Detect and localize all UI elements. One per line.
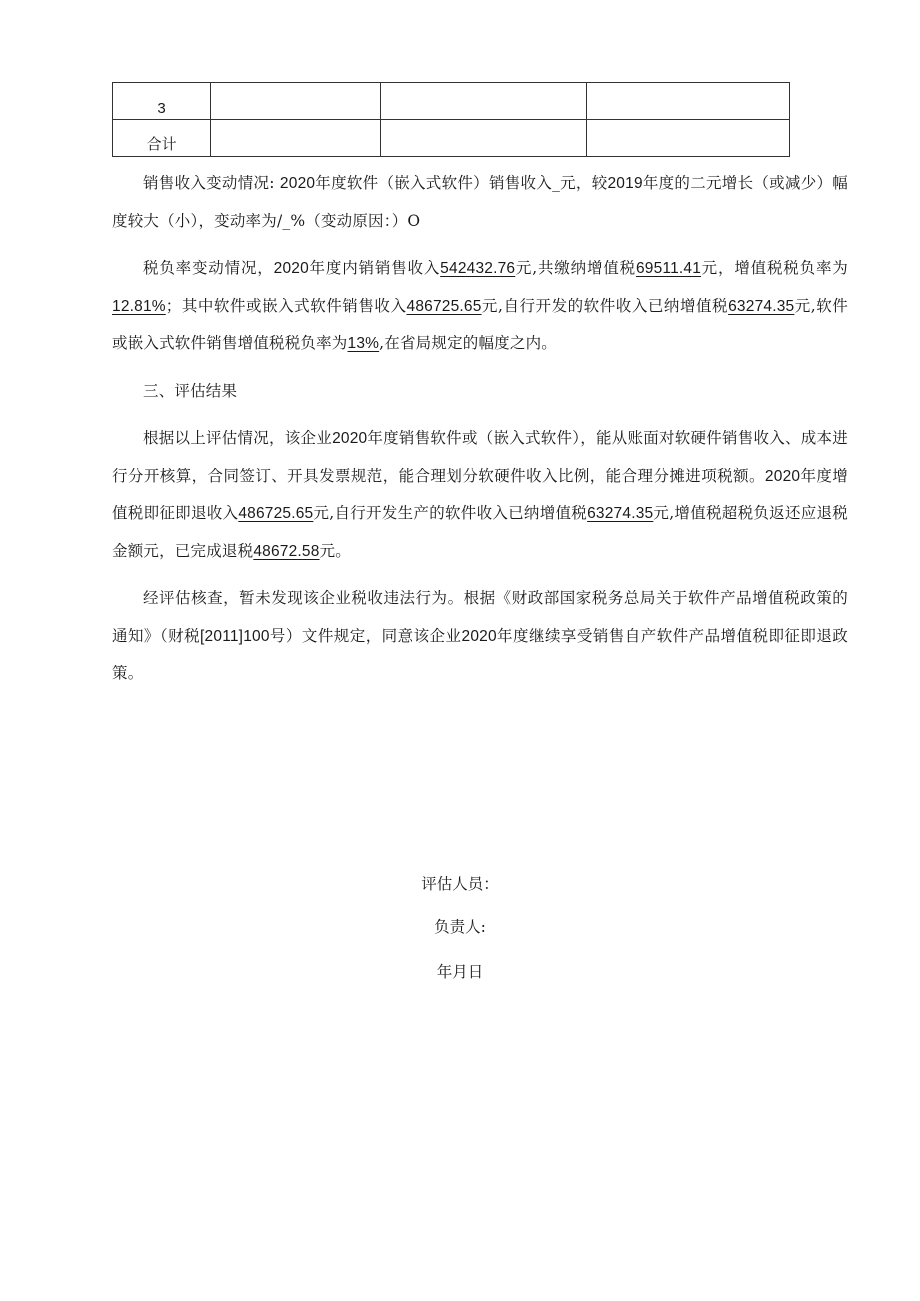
year-value: 2020 xyxy=(273,260,309,277)
section-heading-results: 三、评估结果 xyxy=(143,381,238,400)
sales-change-paragraph xyxy=(112,165,848,240)
text-run: 年度内销销售收入 xyxy=(308,259,441,277)
table-cell xyxy=(586,120,789,157)
vat-paid-value: 69511.41 xyxy=(635,260,702,277)
text-run: 元。 xyxy=(319,541,351,560)
refund-income-value: 486725.65 xyxy=(238,505,314,522)
paid-vat-value: 63274.35 xyxy=(587,505,654,522)
evaluators-signature-line: 评估人员： xyxy=(421,875,499,893)
text-run: 年度增值税即征即退收入 xyxy=(112,466,848,522)
refunded-value: 48672.58 xyxy=(253,542,320,560)
text-run: 年度的二元增长（或减少）幅度较大（小），变动率为/_%（变动原因：）O xyxy=(112,174,848,230)
text-run: 元,增值税超税负返还应退税金额元，已完成退税 xyxy=(112,504,849,560)
text-run: 税负率变动情况， xyxy=(143,259,274,277)
text-run: 元,软件或嵌入式软件销售增值税税负率为 xyxy=(112,296,848,352)
vat-rate-value: 12.81% xyxy=(112,297,166,315)
responsible-person-line: 负责人: xyxy=(434,918,486,936)
text-run: 根据以上评估情况，该企业 xyxy=(143,429,333,447)
year-value: 2020 xyxy=(279,175,316,192)
text-run: 元,共缴纳增值税 xyxy=(515,259,636,277)
table-cell xyxy=(211,120,381,157)
text-run: 年度销售软件或（嵌入式软件），能从账面对软硬件销售收入、成本进行分开核算，合同签订、开具发票规范，能合理划分软硬件收入比例，能合理分摊进项税额。 xyxy=(112,429,849,485)
software-rate-value: 13% xyxy=(347,335,380,352)
domestic-sales-value: 542432.76 xyxy=(440,260,516,277)
table-cell xyxy=(211,83,381,120)
text-run: 号）文件规定，同意该企业 xyxy=(269,626,462,645)
table-cell xyxy=(381,120,586,157)
summary-table xyxy=(112,82,790,157)
year-value: 2020 xyxy=(764,467,801,485)
table-row xyxy=(113,83,790,120)
table-cell xyxy=(586,83,789,120)
software-sales-value: 486725.65 xyxy=(406,297,482,315)
table-cell-row-label: 3 xyxy=(113,83,211,120)
text-run: ；其中软件或嵌入式软件销售收入 xyxy=(165,296,407,315)
year-value: 2020 xyxy=(461,627,497,645)
text-run: ,在省局规定的幅度之内。 xyxy=(379,334,557,352)
conclusion-paragraph xyxy=(112,580,848,693)
date-line: 年月日 xyxy=(436,963,484,981)
year-value: 2019 xyxy=(607,175,643,192)
text-run: 元,自行开发的软件收入已纳增值税 xyxy=(481,296,729,315)
table-cell-row-label: 合计 xyxy=(113,120,211,157)
tax-burden-paragraph xyxy=(112,250,848,363)
document-number: [2011]100 xyxy=(200,627,270,645)
text-run: 元,自行开发生产的软件收入已纳增值税 xyxy=(313,504,588,522)
software-vat-value: 63274.35 xyxy=(728,297,795,315)
year-value: 2020 xyxy=(332,430,368,447)
document-body xyxy=(112,165,848,693)
table-row-total xyxy=(113,120,790,157)
results-paragraph xyxy=(112,420,848,570)
text-run: 销售收入变动情况: xyxy=(143,174,280,192)
text-run: 年度软件（嵌入式软件）销售收入_元，较 xyxy=(315,174,608,192)
text-run: 经评估核查，暂未发现该企业税收违法行为。根据《财政部国家税务总局关于软件产品增值税政策的通知》（财税 xyxy=(112,589,848,645)
table-cell xyxy=(381,83,586,120)
text-run: 元，增值税税负率为 xyxy=(701,259,848,277)
text-run: 年度继续享受销售自产软件产品增值税即征即退政策。 xyxy=(112,626,849,682)
